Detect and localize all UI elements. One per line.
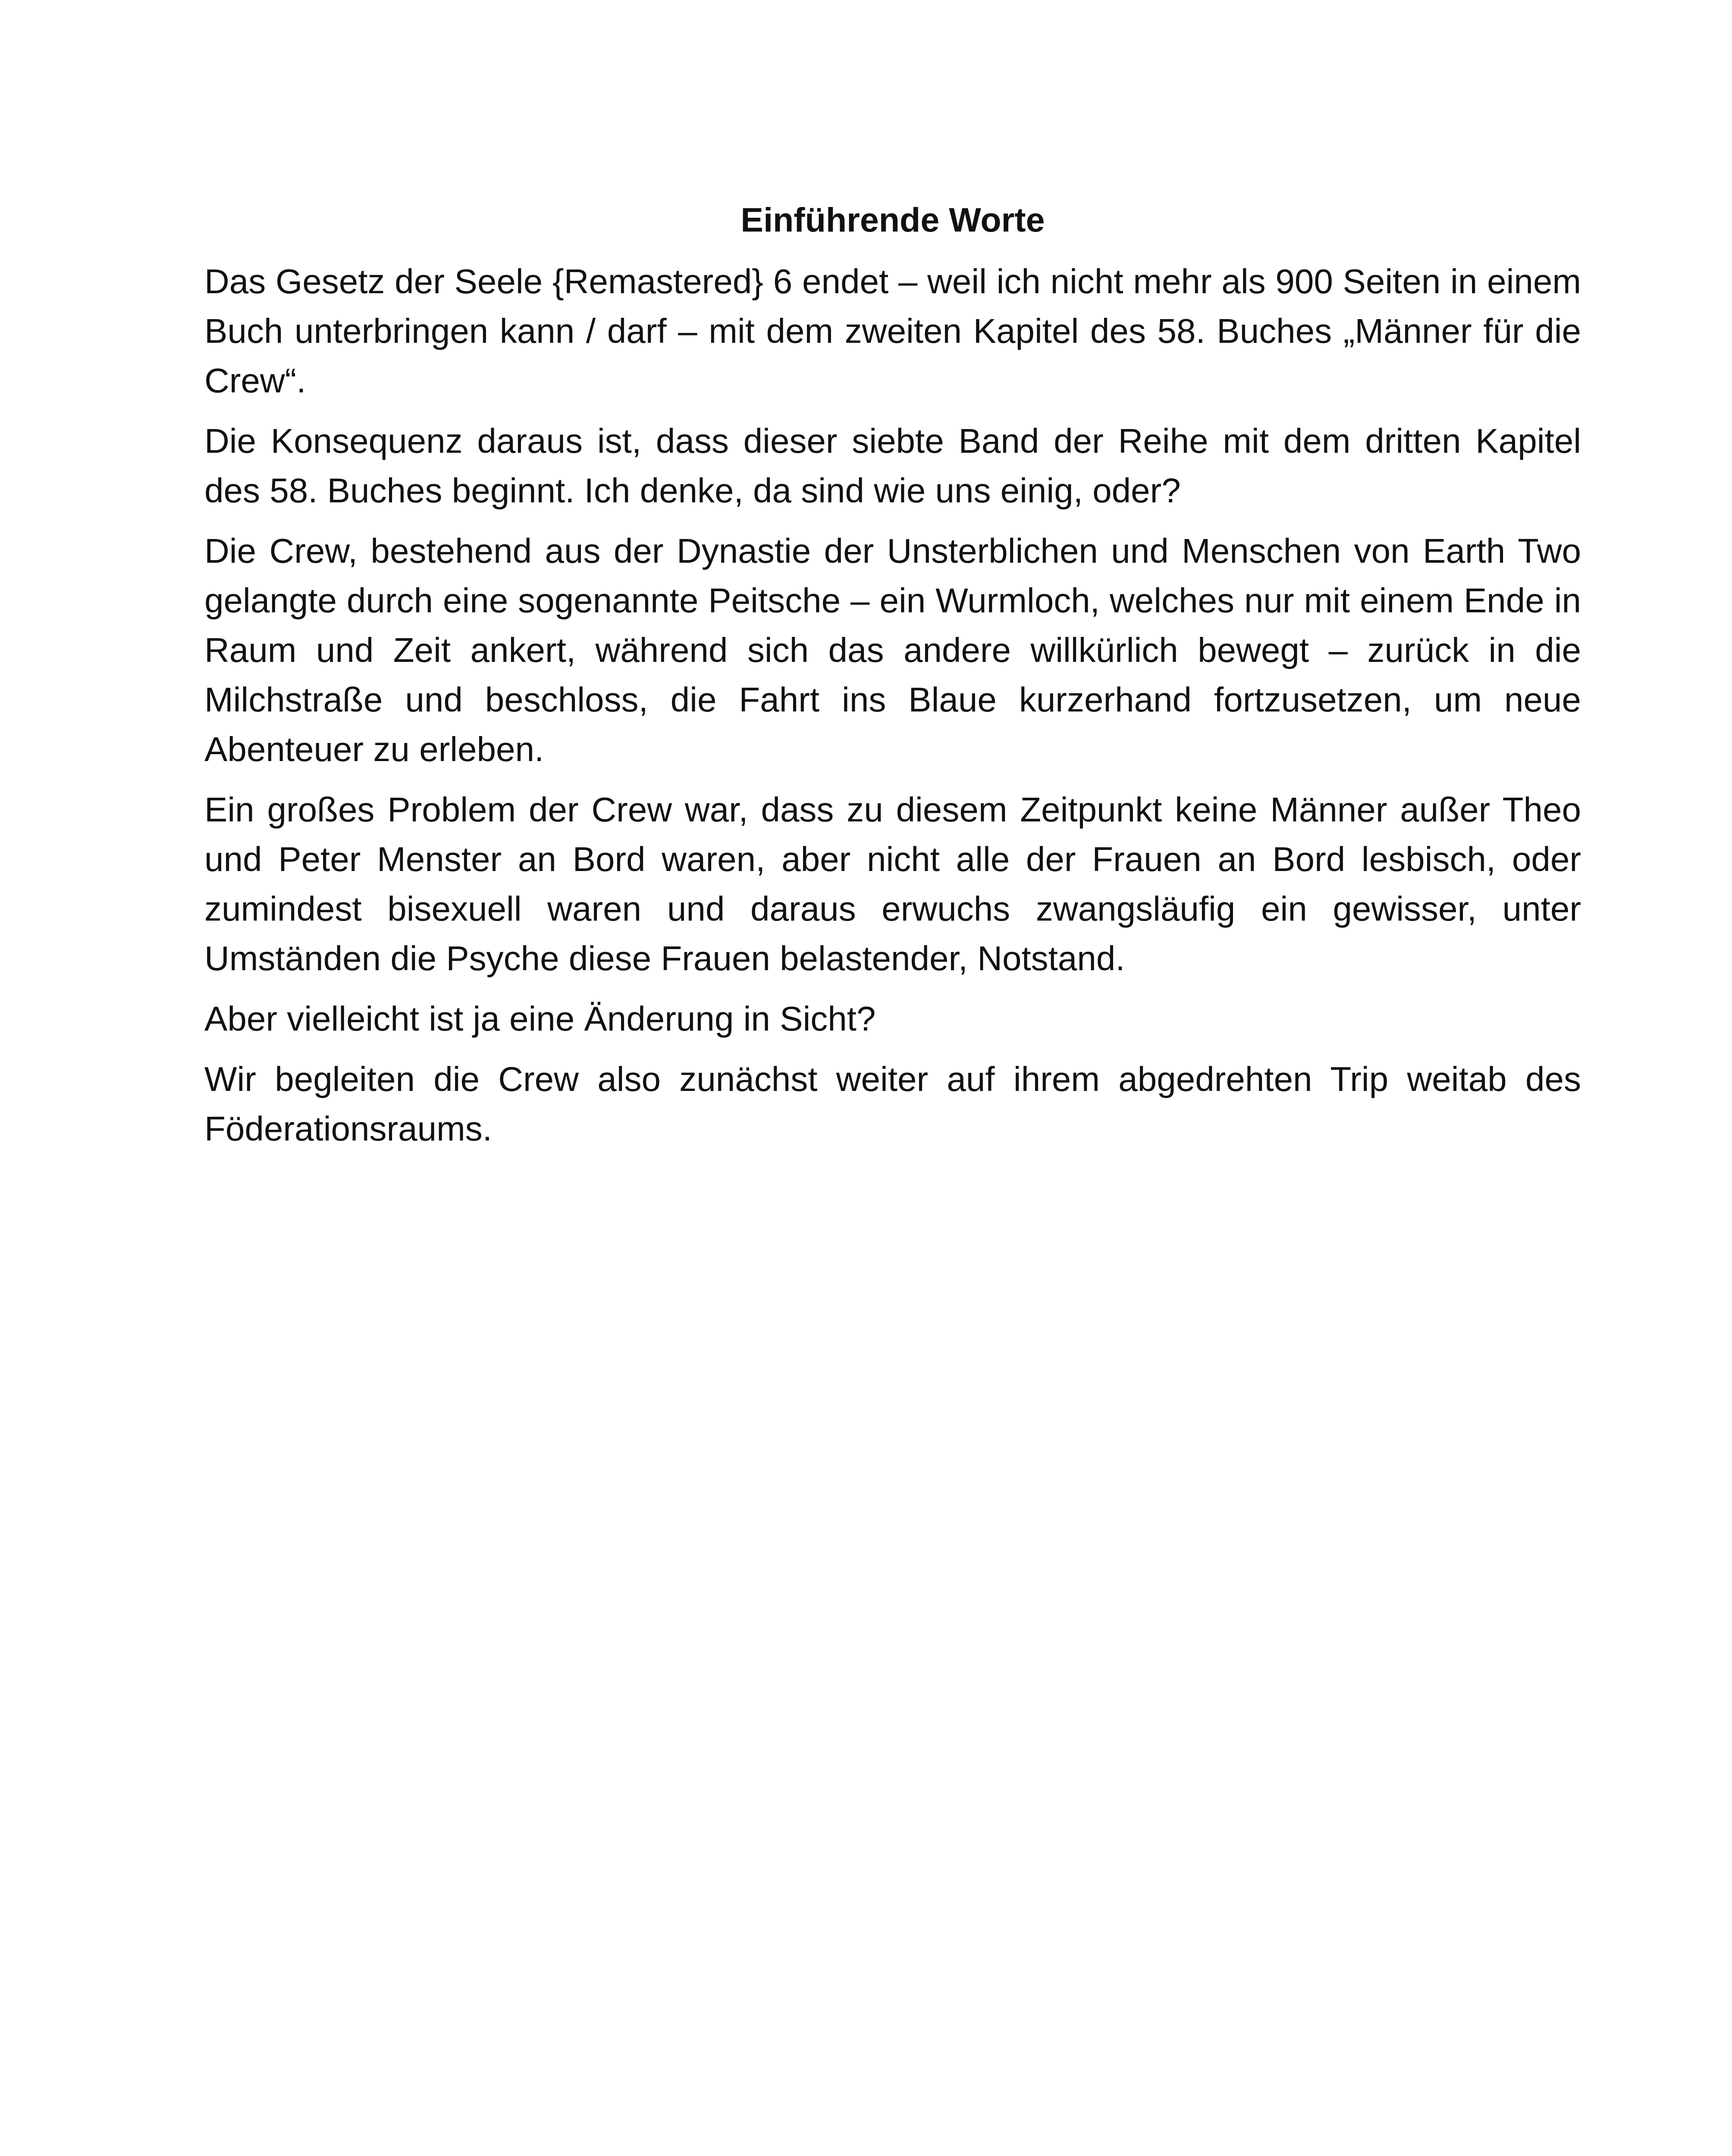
paragraph-2: Die Konsequenz daraus ist, dass dieser siebte Band der Reihe mit dem dritten Kapitel des 58. Buches beginnt. Ich denke, da sind wie uns einig, oder? — [204, 422, 1581, 510]
page-title: Einführende Worte — [740, 201, 1045, 239]
paragraph-6: Wir begleiten die Crew also zunächst weiter auf ihrem abgedrehten Trip weitab des Föderationsraums. — [204, 1060, 1581, 1148]
paragraph-1: Das Gesetz der Seele {Remastered} 6 endet – weil ich nicht mehr als 900 Seiten in einem Buch unterbringen kann / darf – mit dem zweiten Kapitel des 58. Buches „Männer für die Crew“. — [204, 262, 1581, 400]
paragraph-4: Ein großes Problem der Crew war, dass zu diesem Zeitpunkt keine Männer außer Theo und Peter Menster an Bord waren, aber nicht alle der Frauen an Bord lesbisch, oder zumindest bisexuell waren und daraus erwuchs zwangsläufig ein gewisser, unter Umständen die Psyche diese Frauen belastender, Notstand. — [204, 790, 1581, 978]
paragraph-3: Die Crew, bestehend aus der Dynastie der Unsterblichen und Menschen von Earth Two gelangte durch eine sogenannte Peitsche – ein Wurmloch, welches nur mit einem Ende in Raum und Zeit ankert, während sich das andere willkürlich bewegt – zurück in die Milchstraße und beschloss, die Fahrt ins Blaue kurzerhand fortzusetzen, um neue Abenteuer zu erleben. — [204, 532, 1581, 768]
paragraph-5: Aber vielleicht ist ja eine Änderung in Sicht? — [204, 1000, 876, 1038]
document-body — [204, 192, 1581, 1164]
